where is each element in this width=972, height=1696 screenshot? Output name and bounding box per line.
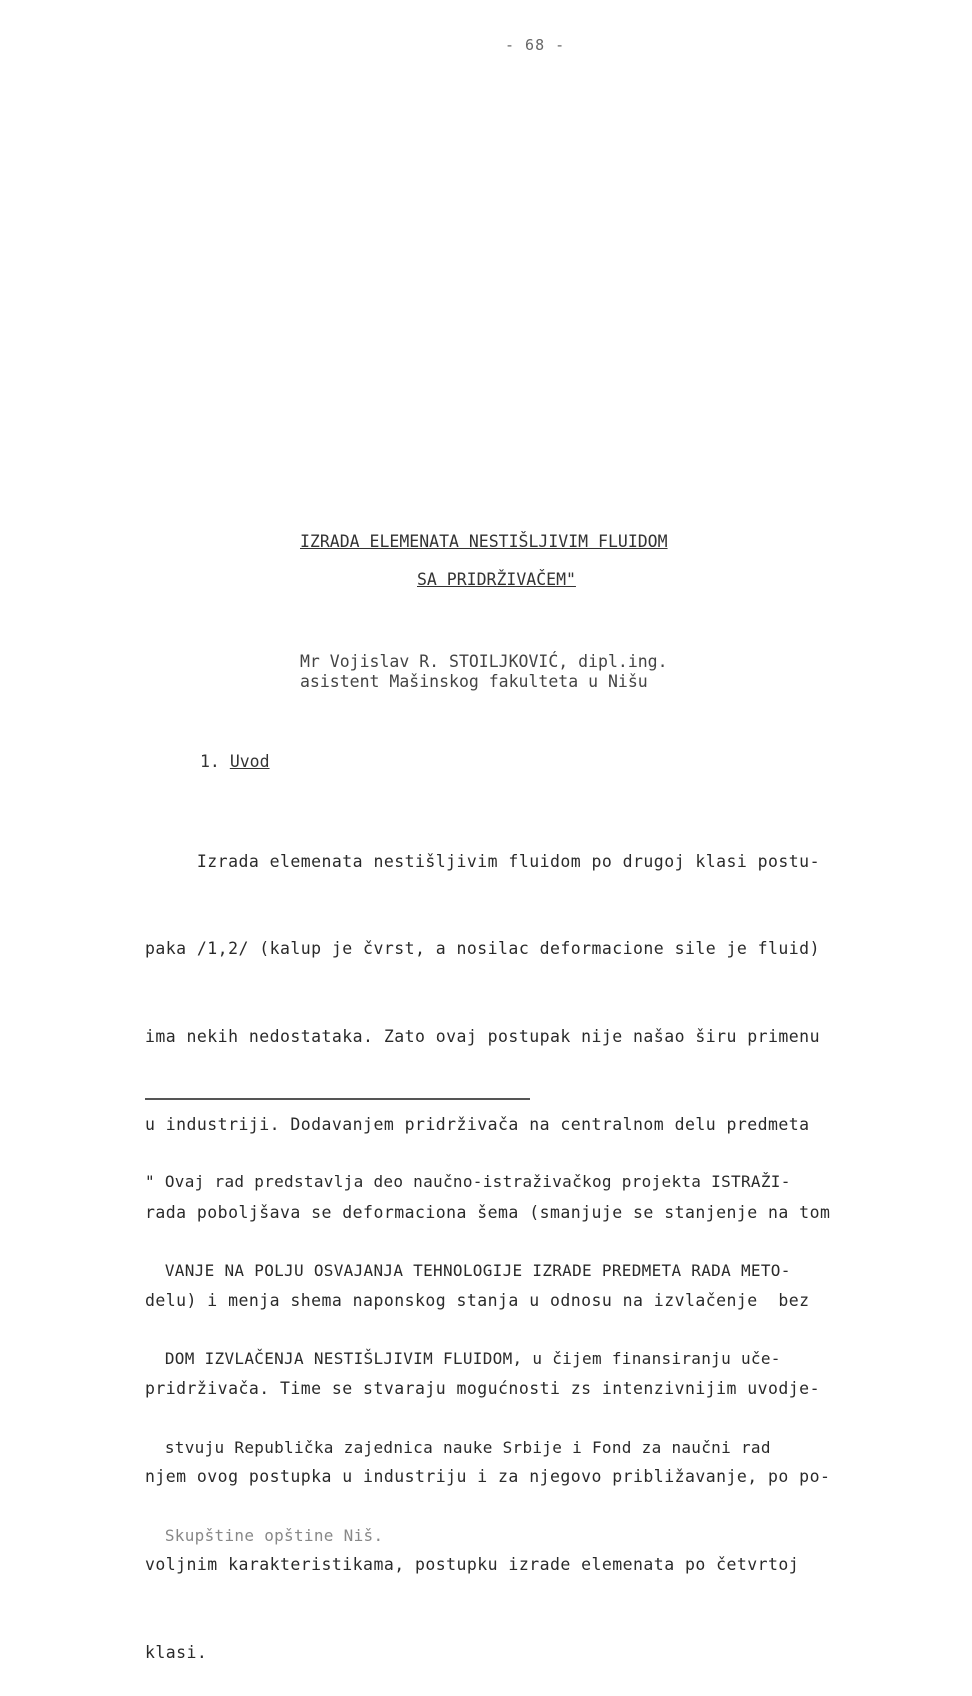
intro-line: delu) i menja shema naponskog stanja u odnosu na izvlačenje bez [145, 1291, 810, 1311]
section-heading [200, 752, 270, 771]
intro-line: klasi. [145, 1642, 208, 1662]
intro-line: njem ovog postupka u industriju i za njegovo približavanje, po po- [145, 1466, 831, 1486]
intro-line: paka /1,2/ (kalup je čvrst, a nosilac deformacione sile je fluid) [145, 939, 820, 959]
intro-line: u industriji. Dodavanjem pridrživača na centralnom delu predmeta [145, 1115, 810, 1135]
footnote-line: Skupštine opštine Niš. [145, 1526, 384, 1545]
section-number: 1. [200, 752, 230, 771]
intro-line: rada poboljšava se deformaciona šema (smanjuje se stanjenje na tom [145, 1203, 831, 1223]
author-name: Mr Vojislav R. STOILJKOVIĆ, dipl.ing. [300, 652, 668, 671]
footnote [145, 1108, 945, 1580]
footnote-line: stvuju Republička zajednica nauke Srbije i Fond za naučni rad [145, 1437, 771, 1457]
footnote-line: DOM IZVLAČENJA NESTIŠLJIVIM FLUIDOM, u čijem finansiranju uče- [145, 1349, 781, 1368]
footnote-line: VANJE NA POLJU OSVAJANJA TEHNOLOGIJE IZRADE PREDMETA RADA METO- [145, 1260, 791, 1280]
author-affiliation: asistent Mašinskog fakulteta u Nišu [300, 672, 648, 691]
intro-line: ima nekih nedostataka. Zato ovaj postupak nije našao širu primenu [145, 1027, 820, 1047]
title-line-1: IZRADA ELEMENATA NESTIŠLJIVIM FLUIDOM [300, 532, 668, 551]
intro-line: voljnim karakteristikama, postupku izrade elemenata po četvrtoj [145, 1554, 800, 1574]
section-title: Uvod [229, 752, 270, 771]
intro-line: Izrada elemenata nestišljivim fluidom po drugoj klasi postu- [145, 851, 820, 871]
page-number: - 68 - [505, 36, 566, 54]
intro-line: pridrživača. Time se stvaraju mogućnosti zs intenzivnijim uvodje- [145, 1378, 820, 1398]
footnote-divider [145, 1098, 530, 1100]
title-line-2: SA PRIDRŽIVAČEM" [417, 570, 576, 589]
footnote-line: " Ovaj rad predstavlja deo naučno-istraživačkog projekta ISTRAŽI- [145, 1172, 791, 1191]
